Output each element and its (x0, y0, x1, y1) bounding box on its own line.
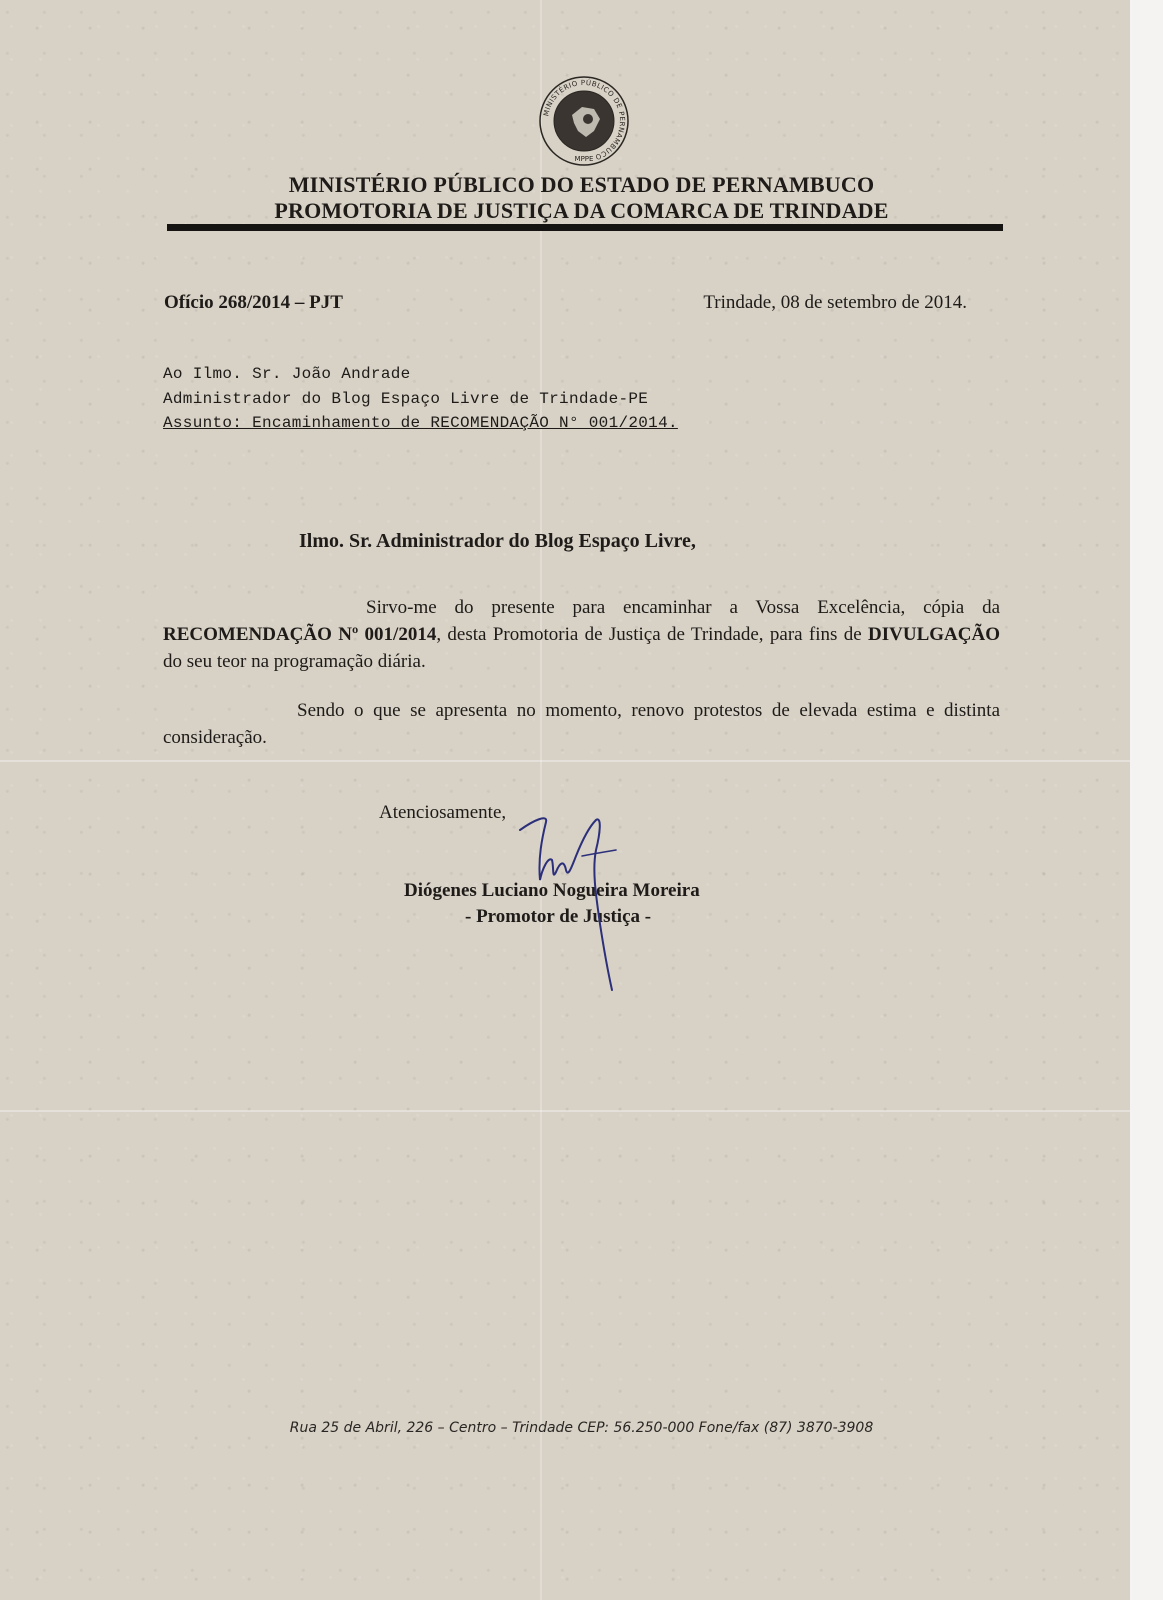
header-promotoria: PROMOTORIA DE JUSTIÇA DA COMARCA DE TRINDADE (274, 198, 889, 223)
body-paragraph-1 (163, 594, 1000, 675)
paper-fold (0, 1110, 1130, 1112)
letter-subject: Assunto: Encaminhamento de RECOMENDAÇÃO N° 001/2014. (163, 414, 678, 432)
signer-title: - Promotor de Justiça - (465, 906, 652, 927)
p1-text: do seu teor na programação diária. (163, 651, 426, 672)
paper-fold (0, 760, 1130, 762)
scan-margin (1130, 0, 1163, 1600)
seal-ring-text: MINISTÉRIO PÚBLICO DE PERNAMBUCO (542, 78, 627, 162)
letter-date: Trindade, 08 de setembro de 2014. (703, 292, 967, 313)
closing: Atenciosamente, (379, 802, 507, 823)
p1-divulgacao: DIVULGAÇÃO (868, 624, 1000, 645)
header-rule (167, 224, 1003, 231)
p1-recommendation: RECOMENDAÇÃO Nº 001/2014 (163, 624, 437, 645)
recipient-line: Ao Ilmo. Sr. João Andrade (163, 365, 411, 383)
salutation: Ilmo. Sr. Administrador do Blog Espaço Livre, (299, 530, 696, 552)
recipient-role: Administrador do Blog Espaço Livre de Trindade-PE (163, 390, 649, 408)
seal-bottom-text: MPPE (574, 155, 594, 163)
mppe-seal (538, 75, 630, 167)
letter-reference: Ofício 268/2014 – PJT (164, 292, 343, 313)
p1-text: Sirvo-me do presente para encaminhar a Vossa Excelência, cópia da (366, 597, 1000, 618)
signer-name: Diógenes Luciano Nogueira Moreira (404, 880, 700, 901)
footer-address: Rua 25 de Abril, 226 – Centro – Trindade CEP: 56.250-000 Fone/fax (87) 3870-3908 (289, 1420, 874, 1436)
p2-text: Sendo o que se apresenta no momento, renovo protestos de elevada estima e distinta consideração. (163, 700, 1000, 748)
p1-text: , desta Promotoria de Justiça de Trindade, para fins de (436, 624, 869, 645)
header-ministry: MINISTÉRIO PÚBLICO DO ESTADO DE PERNAMBUCO (288, 172, 875, 197)
handwritten-signature (512, 800, 652, 995)
body-paragraph-2 (163, 697, 1000, 751)
